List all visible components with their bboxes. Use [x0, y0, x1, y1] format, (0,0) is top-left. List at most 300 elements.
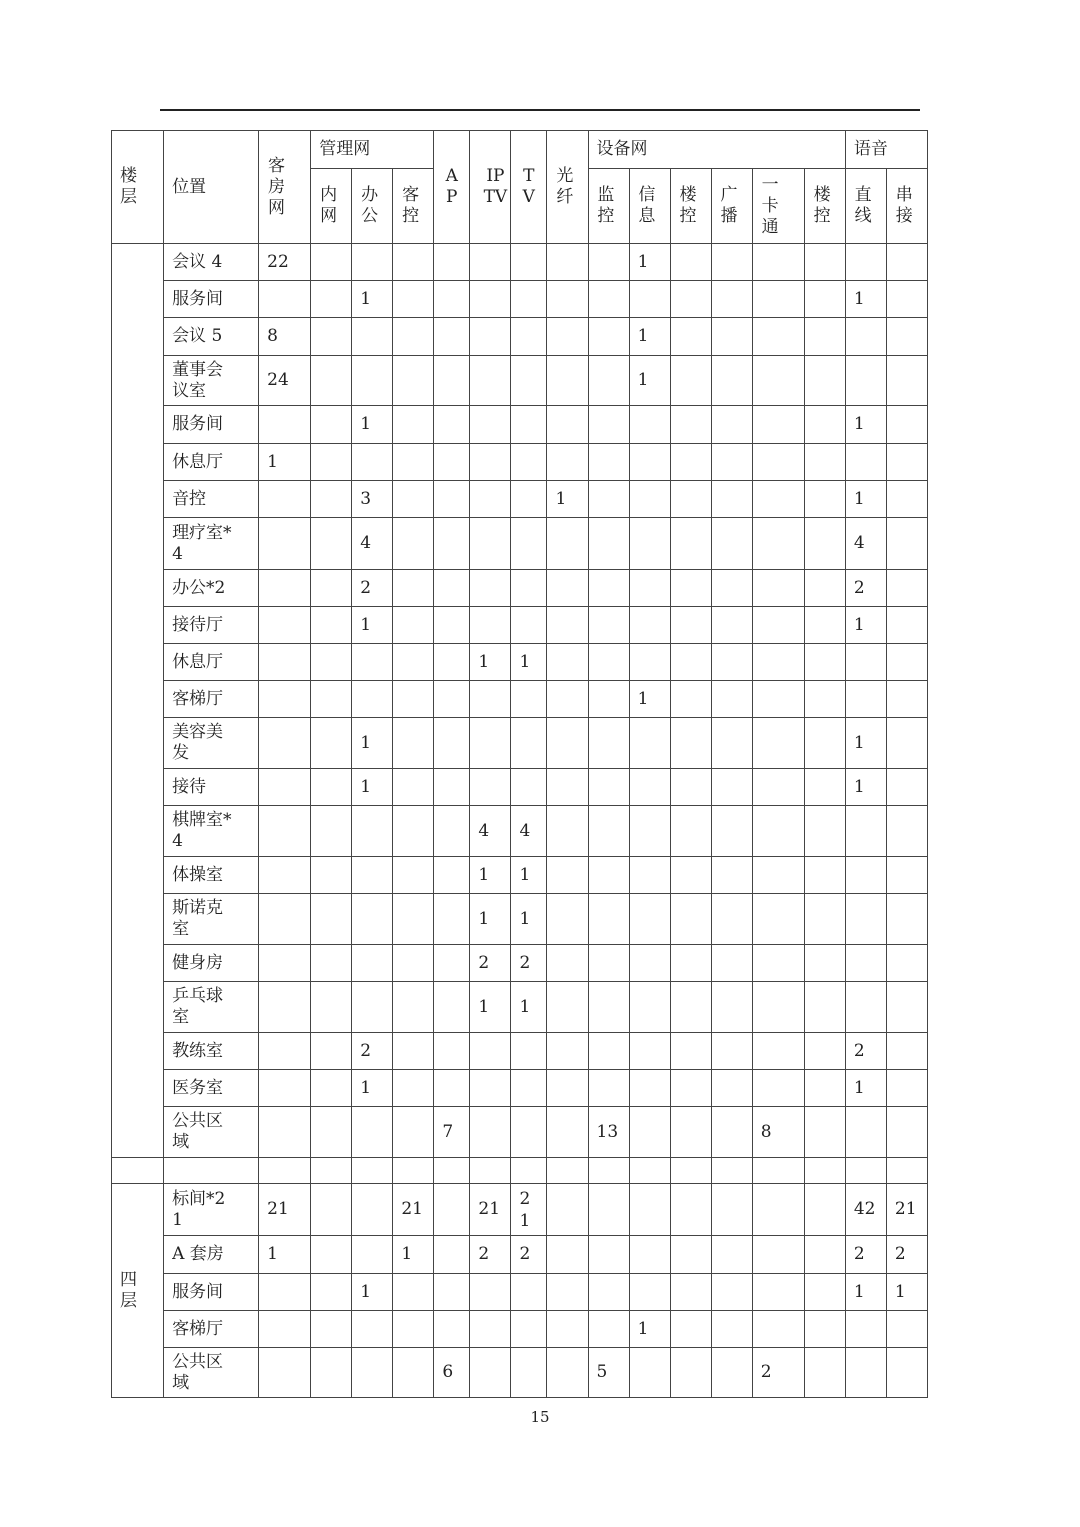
cell-tv [511, 1107, 547, 1158]
cell-voice-direct [845, 318, 886, 356]
cell-dev-bldg-ctrl-2 [804, 570, 845, 607]
header-tv: TV [511, 131, 547, 244]
cell-mgmt-office [352, 1311, 393, 1348]
cell-dev-card [752, 570, 804, 607]
cell-dev-monitor [588, 982, 629, 1033]
cell-dev-bldg-ctrl [670, 982, 711, 1033]
header-floor: 楼层 [112, 131, 164, 244]
cell-mgmt-guest-ctrl [393, 1033, 434, 1070]
cell-voice-serial [886, 945, 927, 982]
cell-dev-bldg-ctrl-2 [804, 1033, 845, 1070]
cell-guest-net [259, 982, 311, 1033]
cell-fiber: 1 [547, 481, 588, 518]
cell-voice-serial: 2 [886, 1236, 927, 1274]
cell-dev-monitor [588, 518, 629, 570]
cell-mgmt-office: 4 [352, 518, 393, 570]
table-row [112, 1070, 928, 1107]
cell-dev-card [752, 681, 804, 718]
cell-iptv [470, 318, 511, 356]
cell-ap [434, 857, 470, 894]
cell-mgmt-intranet [311, 644, 352, 681]
cell-dev-card [752, 1311, 804, 1348]
cell-dev-card: 2 [752, 1348, 804, 1398]
cell-dev-monitor [588, 481, 629, 518]
cell-voice-direct: 1 [845, 481, 886, 518]
cell-mgmt-intranet [311, 1236, 352, 1274]
cell-mgmt-intranet [311, 894, 352, 945]
cell-dev-broadcast [711, 481, 752, 518]
cell-mgmt-intranet [311, 1274, 352, 1311]
cell-mgmt-office [352, 318, 393, 356]
cell-dev-monitor [588, 1311, 629, 1348]
cell-dev-card [752, 769, 804, 806]
cell-tv: 1 [511, 857, 547, 894]
cell-mgmt-office: 2 [352, 570, 393, 607]
cell-dev-broadcast [711, 607, 752, 644]
cell-dev-bldg-ctrl [670, 718, 711, 769]
cell-dev-bldg-ctrl [670, 769, 711, 806]
cell-dev-broadcast [711, 356, 752, 406]
cell-mgmt-intranet [311, 1033, 352, 1070]
cell-mgmt-guest-ctrl [393, 444, 434, 481]
cell-mgmt-guest-ctrl [393, 857, 434, 894]
cell-mgmt-guest-ctrl [393, 718, 434, 769]
cell-mgmt-office [352, 681, 393, 718]
cell-voice-direct: 1 [845, 281, 886, 318]
cell-dev-bldg-ctrl [670, 1070, 711, 1107]
cell-voice-direct: 1 [845, 607, 886, 644]
cell-fiber [547, 1107, 588, 1158]
cell-fiber [547, 1236, 588, 1274]
cell-voice-direct: 42 [845, 1184, 886, 1236]
cell-iptv: 1 [470, 644, 511, 681]
location-cell: 公共区域 [164, 1107, 259, 1158]
cell-tv: 2 [511, 1236, 547, 1274]
location-cell: 休息厅 [164, 644, 259, 681]
cell-dev-bldg-ctrl [670, 244, 711, 281]
table-row [112, 769, 928, 806]
cell-dev-broadcast [711, 1236, 752, 1274]
cell-guest-net [259, 1274, 311, 1311]
cell-fiber [547, 1184, 588, 1236]
table-row [112, 1274, 928, 1311]
cell-dev-bldg-ctrl-2 [804, 318, 845, 356]
cell-voice-serial [886, 570, 927, 607]
cell-voice-serial [886, 318, 927, 356]
cell-tv [511, 570, 547, 607]
cell-dev-monitor: 13 [588, 1107, 629, 1158]
cell-dev-info [629, 1236, 670, 1274]
cell-dev-bldg-ctrl [670, 570, 711, 607]
cell-mgmt-intranet [311, 570, 352, 607]
cell-voice-serial [886, 607, 927, 644]
cell-fiber [547, 769, 588, 806]
cell-tv [511, 681, 547, 718]
cell-tv [511, 356, 547, 406]
cell-guest-net [259, 518, 311, 570]
cell-tv [511, 444, 547, 481]
cell-mgmt-intranet [311, 444, 352, 481]
cell-dev-monitor [588, 1033, 629, 1070]
cell-dev-broadcast [711, 1274, 752, 1311]
cell-dev-card [752, 481, 804, 518]
cell-voice-direct [845, 356, 886, 406]
cell-voice-direct: 4 [845, 518, 886, 570]
cell-voice-direct [845, 982, 886, 1033]
cell-dev-bldg-ctrl-2 [804, 1107, 845, 1158]
cell-dev-broadcast [711, 1184, 752, 1236]
cell-iptv: 1 [470, 894, 511, 945]
cell-voice-serial [886, 681, 927, 718]
location-cell: 公共区域 [164, 1348, 259, 1398]
cell-voice-direct: 1 [845, 406, 886, 444]
cell-dev-bldg-ctrl-2 [804, 1311, 845, 1348]
cell-dev-monitor [588, 894, 629, 945]
cell-voice-serial [886, 982, 927, 1033]
table-row [112, 857, 928, 894]
cell-mgmt-office: 1 [352, 1070, 393, 1107]
cell-guest-net: 1 [259, 1236, 311, 1274]
location-cell: 服务间 [164, 406, 259, 444]
cell-mgmt-intranet [311, 1184, 352, 1236]
cell-ap [434, 1311, 470, 1348]
cell-mgmt-guest-ctrl [393, 681, 434, 718]
cell-dev-bldg-ctrl-2 [804, 806, 845, 857]
cell-dev-broadcast [711, 894, 752, 945]
cell-iptv [470, 281, 511, 318]
cell-mgmt-guest-ctrl [393, 281, 434, 318]
cell-dev-info [629, 982, 670, 1033]
header-dev-bldg-ctrl: 楼控 [670, 169, 711, 244]
header-mgmt-guest-ctrl: 客控 [393, 169, 434, 244]
cell-dev-info [629, 607, 670, 644]
cell-guest-net [259, 945, 311, 982]
cell-mgmt-intranet [311, 406, 352, 444]
location-cell: 健身房 [164, 945, 259, 982]
table-row [112, 1236, 928, 1274]
cell-iptv [470, 1311, 511, 1348]
cell-mgmt-office: 1 [352, 769, 393, 806]
cell-dev-info: 1 [629, 681, 670, 718]
cell-dev-monitor [588, 1070, 629, 1107]
cell-dev-broadcast [711, 644, 752, 681]
cell-mgmt-guest-ctrl [393, 356, 434, 406]
cell-mgmt-guest-ctrl [393, 1311, 434, 1348]
location-cell: 标间*21 [164, 1184, 259, 1236]
cell-dev-card [752, 1033, 804, 1070]
header-iptv: IP TV [470, 131, 511, 244]
cell-iptv: 4 [470, 806, 511, 857]
cell-iptv [470, 769, 511, 806]
cell-voice-direct [845, 894, 886, 945]
cell-guest-net [259, 1107, 311, 1158]
cell-fiber [547, 1033, 588, 1070]
cell-ap [434, 982, 470, 1033]
cell-voice-serial: 1 [886, 1274, 927, 1311]
cell-tv: 21 [511, 1184, 547, 1236]
cell-iptv [470, 1070, 511, 1107]
cell-dev-broadcast [711, 518, 752, 570]
cell-dev-bldg-ctrl [670, 945, 711, 982]
cell-dev-monitor [588, 244, 629, 281]
cell-dev-card: 8 [752, 1107, 804, 1158]
cell-dev-bldg-ctrl [670, 1274, 711, 1311]
cell-tv [511, 281, 547, 318]
cell-dev-info [629, 444, 670, 481]
cell-iptv [470, 1348, 511, 1398]
cell-fiber [547, 806, 588, 857]
cell-ap [434, 318, 470, 356]
cell-dev-monitor [588, 281, 629, 318]
floor-cell [112, 1184, 164, 1398]
cell-guest-net: 21 [259, 1184, 311, 1236]
location-cell: 会议 4 [164, 244, 259, 281]
header-fiber: 光纤 [547, 131, 588, 244]
cell-dev-card [752, 244, 804, 281]
location-cell: 斯诺克室 [164, 894, 259, 945]
cell-iptv: 21 [470, 1184, 511, 1236]
table-row [112, 982, 928, 1033]
cell-guest-net [259, 769, 311, 806]
cell-iptv: 2 [470, 1236, 511, 1274]
table-row [112, 681, 928, 718]
cell-mgmt-guest-ctrl [393, 1070, 434, 1107]
cell-voice-direct [845, 945, 886, 982]
cell-mgmt-office: 1 [352, 1274, 393, 1311]
location-cell: 客梯厅 [164, 1311, 259, 1348]
cell-guest-net [259, 1348, 311, 1398]
cell-dev-monitor [588, 769, 629, 806]
cell-dev-bldg-ctrl [670, 518, 711, 570]
cell-dev-broadcast [711, 1348, 752, 1398]
cell-voice-serial [886, 894, 927, 945]
cell-dev-monitor [588, 857, 629, 894]
cell-mgmt-office [352, 356, 393, 406]
header-dev-monitor: 监控 [588, 169, 629, 244]
cell-mgmt-guest-ctrl [393, 945, 434, 982]
cell-dev-info [629, 718, 670, 769]
cell-fiber [547, 718, 588, 769]
cell-dev-monitor [588, 570, 629, 607]
cell-ap [434, 570, 470, 607]
table-row [112, 607, 928, 644]
spacer-body [112, 1158, 928, 1184]
cell-voice-serial: 21 [886, 1184, 927, 1236]
cell-iptv [470, 244, 511, 281]
cell-tv: 2 [511, 945, 547, 982]
header-dev-info: 信息 [629, 169, 670, 244]
cell-mgmt-office [352, 1107, 393, 1158]
cell-dev-card [752, 945, 804, 982]
cell-dev-monitor [588, 718, 629, 769]
cell-dev-bldg-ctrl-2 [804, 607, 845, 644]
cell-fiber [547, 444, 588, 481]
cell-dev-info [629, 481, 670, 518]
cell-mgmt-guest-ctrl [393, 1348, 434, 1398]
cell-mgmt-office: 1 [352, 281, 393, 318]
cell-dev-broadcast [711, 1311, 752, 1348]
cell-dev-monitor [588, 1236, 629, 1274]
cell-dev-monitor: 5 [588, 1348, 629, 1398]
cell-dev-bldg-ctrl-2 [804, 894, 845, 945]
cell-mgmt-intranet [311, 318, 352, 356]
cell-mgmt-intranet [311, 982, 352, 1033]
cell-mgmt-intranet [311, 356, 352, 406]
location-cell: 客梯厅 [164, 681, 259, 718]
cell-voice-direct: 1 [845, 769, 886, 806]
cell-mgmt-guest-ctrl [393, 1274, 434, 1311]
cell-iptv: 1 [470, 857, 511, 894]
cell-voice-serial [886, 1070, 927, 1107]
cell-voice-serial [886, 1107, 927, 1158]
header-device-group: 设备网 [588, 131, 845, 169]
table-row [112, 718, 928, 769]
cell-dev-card [752, 1274, 804, 1311]
cell-dev-bldg-ctrl [670, 1311, 711, 1348]
cell-iptv [470, 444, 511, 481]
cell-voice-serial [886, 281, 927, 318]
cell-mgmt-guest-ctrl [393, 570, 434, 607]
cell-fiber [547, 857, 588, 894]
cell-dev-info [629, 1107, 670, 1158]
cell-mgmt-office [352, 982, 393, 1033]
cell-mgmt-office [352, 894, 393, 945]
table-row [112, 1033, 928, 1070]
cell-dev-card [752, 1070, 804, 1107]
cell-iptv [470, 607, 511, 644]
cell-dev-broadcast [711, 1070, 752, 1107]
cell-tv [511, 718, 547, 769]
cell-tv [511, 1348, 547, 1398]
cell-tv: 1 [511, 894, 547, 945]
cell-dev-broadcast [711, 444, 752, 481]
cell-mgmt-office: 1 [352, 718, 393, 769]
cell-fiber [547, 1070, 588, 1107]
cell-mgmt-guest-ctrl [393, 644, 434, 681]
cell-ap [434, 894, 470, 945]
cell-fiber [547, 1274, 588, 1311]
cell-ap [434, 1274, 470, 1311]
cell-dev-info [629, 1033, 670, 1070]
cell-dev-bldg-ctrl-2 [804, 244, 845, 281]
cell-guest-net [259, 894, 311, 945]
cell-dev-bldg-ctrl [670, 481, 711, 518]
cell-dev-bldg-ctrl-2 [804, 982, 845, 1033]
cell-guest-net [259, 806, 311, 857]
cell-voice-direct [845, 444, 886, 481]
cell-tv [511, 1070, 547, 1107]
cell-dev-card [752, 857, 804, 894]
cell-fiber [547, 356, 588, 406]
cell-iptv [470, 1274, 511, 1311]
table-row [112, 1311, 928, 1348]
cell-dev-bldg-ctrl-2 [804, 681, 845, 718]
cell-dev-info [629, 1070, 670, 1107]
cell-mgmt-office [352, 806, 393, 857]
cell-tv [511, 318, 547, 356]
cell-voice-direct [845, 1348, 886, 1398]
cell-guest-net [259, 857, 311, 894]
cell-dev-monitor [588, 806, 629, 857]
header-voice-direct: 直线 [845, 169, 886, 244]
cell-mgmt-guest-ctrl [393, 1107, 434, 1158]
cell-dev-info: 1 [629, 356, 670, 406]
table-row [112, 1348, 928, 1398]
cell-voice-direct: 2 [845, 1033, 886, 1070]
cell-dev-card [752, 406, 804, 444]
cell-tv [511, 607, 547, 644]
table-row [112, 894, 928, 945]
cell-fiber [547, 982, 588, 1033]
cell-ap [434, 681, 470, 718]
cell-fiber [547, 244, 588, 281]
cell-dev-bldg-ctrl [670, 857, 711, 894]
cell-mgmt-intranet [311, 769, 352, 806]
cell-mgmt-guest-ctrl [393, 518, 434, 570]
location-cell: 教练室 [164, 1033, 259, 1070]
cell-mgmt-office [352, 444, 393, 481]
cell-fiber [547, 318, 588, 356]
cell-dev-broadcast [711, 857, 752, 894]
cell-mgmt-guest-ctrl [393, 406, 434, 444]
cell-fiber [547, 406, 588, 444]
cell-dev-bldg-ctrl-2 [804, 1236, 845, 1274]
cell-guest-net: 1 [259, 444, 311, 481]
cell-voice-direct: 1 [845, 1274, 886, 1311]
cell-dev-card [752, 607, 804, 644]
cell-tv [511, 1274, 547, 1311]
cell-guest-net [259, 481, 311, 518]
cell-dev-bldg-ctrl-2 [804, 1348, 845, 1398]
table-row [112, 444, 928, 481]
cell-mgmt-guest-ctrl [393, 607, 434, 644]
cell-iptv [470, 681, 511, 718]
cell-mgmt-office [352, 1236, 393, 1274]
cell-mgmt-intranet [311, 1070, 352, 1107]
cell-guest-net [259, 1070, 311, 1107]
cell-dev-broadcast [711, 718, 752, 769]
cabling-table [111, 130, 928, 1398]
cell-guest-net [259, 607, 311, 644]
cell-mgmt-guest-ctrl: 21 [393, 1184, 434, 1236]
cell-dev-broadcast [711, 1107, 752, 1158]
cell-voice-serial [886, 244, 927, 281]
cell-dev-bldg-ctrl [670, 444, 711, 481]
header-ap: AP [434, 131, 470, 244]
cell-iptv [470, 356, 511, 406]
cell-mgmt-office [352, 945, 393, 982]
location-cell: 棋牌室*4 [164, 806, 259, 857]
cell-mgmt-intranet [311, 718, 352, 769]
cell-dev-card [752, 318, 804, 356]
cell-dev-card [752, 644, 804, 681]
table-row [112, 570, 928, 607]
cell-voice-direct [845, 681, 886, 718]
cell-mgmt-office [352, 1348, 393, 1398]
location-cell: 董事会议室 [164, 356, 259, 406]
cell-voice-direct [845, 244, 886, 281]
cell-ap [434, 1236, 470, 1274]
cell-ap [434, 481, 470, 518]
cell-dev-info: 1 [629, 244, 670, 281]
cell-dev-monitor [588, 318, 629, 356]
cell-voice-serial [886, 1348, 927, 1398]
cell-mgmt-guest-ctrl [393, 244, 434, 281]
cell-iptv [470, 518, 511, 570]
cell-dev-bldg-ctrl [670, 1236, 711, 1274]
cell-dev-bldg-ctrl-2 [804, 406, 845, 444]
table-row [112, 1184, 928, 1236]
